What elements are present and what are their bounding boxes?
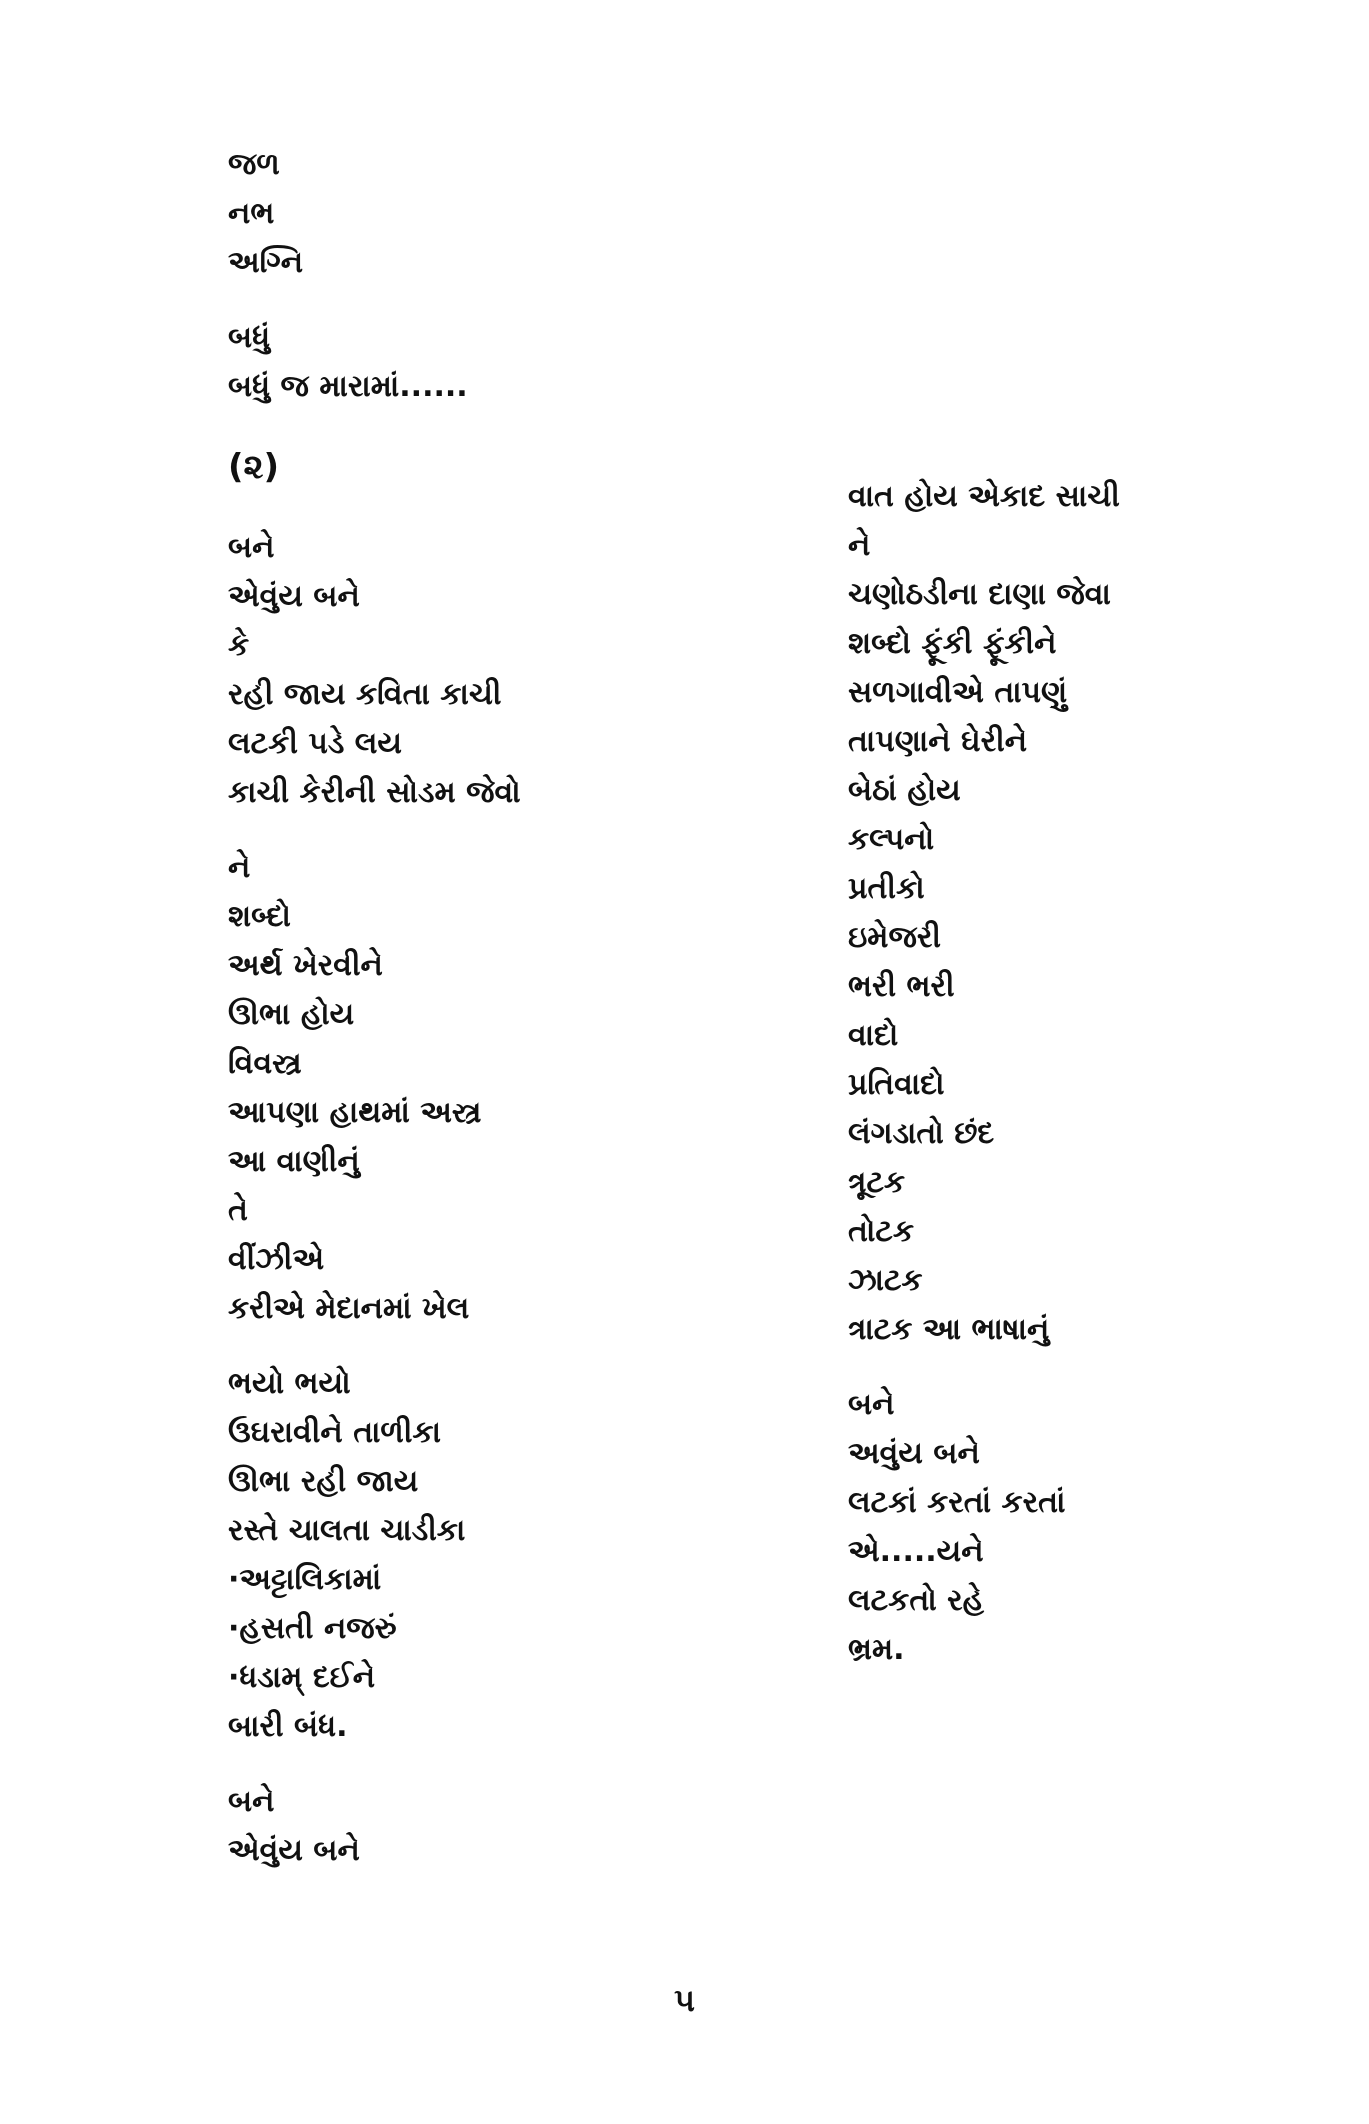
poem-line: ઊભા રહી જાય (228, 1464, 419, 1499)
poem-line: ·હસતી નજરું (228, 1611, 397, 1646)
poem-line: બધું જ મારામાં...... (228, 369, 468, 404)
stanza-true-story (848, 472, 1308, 1354)
poem-line: વાદો (848, 1018, 899, 1053)
poem-line: લટકતો રહે (848, 1583, 984, 1618)
poem-line: પ્રતીકો (848, 871, 925, 906)
poem-line: બને (228, 1784, 275, 1819)
poem-line: એ.....યને (848, 1534, 984, 1569)
poem-line: રસ્તે ચાલતા ચાડીકા (228, 1513, 466, 1548)
poem-line: ઉઘરાવીને તાળીકા (228, 1415, 441, 1450)
poem-line: વાત હોય એકાદ સાચી (848, 479, 1120, 514)
poem-line: ·અટ્ટાલિકામાં (228, 1562, 382, 1597)
poem-line: અર્થ ખેરવીને (228, 948, 383, 983)
poem-line: નભ (228, 196, 275, 231)
poem-line: લટકી પડે લય (228, 726, 402, 761)
poem-line: કે (228, 628, 250, 663)
poem-line: આ વાણીનું (228, 1144, 360, 1179)
poem-line: કરીએ મેદાનમાં ખેલ (228, 1291, 470, 1326)
poem-line: અવુંય બને (848, 1436, 980, 1471)
right-column (848, 472, 1308, 1700)
poem-line: લંગડાતો છંદ (848, 1116, 995, 1151)
poem-line: ઝાટક (848, 1263, 923, 1298)
poem-line: તોટક (848, 1214, 915, 1249)
stanza-it-happens (228, 523, 788, 817)
stanza-applause (228, 1359, 788, 1751)
poem-line: જળ (228, 147, 280, 182)
poem-line: શબ્દો ફૂંકી ફૂંકીને (848, 626, 1057, 661)
poem-line: ·ધડામ્ દઈને (228, 1660, 376, 1695)
page-number: ૫ (673, 1981, 696, 2019)
poem-line: તાપણાને ઘેરીને (848, 724, 1028, 759)
stanza-everything (228, 313, 788, 411)
poem-line: ઊભા હોય (228, 997, 355, 1032)
poem-line: ભરી ભરી (848, 969, 955, 1004)
poem-line: ત્રૂટક (848, 1165, 906, 1200)
poem-line: કાચી કેરીની સોડમ જેવો (228, 775, 521, 810)
poem-line: બને (848, 1387, 895, 1422)
poem-line: ભ્રમ. (848, 1632, 905, 1667)
left-column (228, 140, 788, 1901)
poem-line: ઇમેજરી (848, 920, 941, 955)
poem-line: તે (228, 1193, 248, 1228)
poem-line: ભયો ભયો (228, 1366, 351, 1401)
poem-line: એવુંય બને (228, 579, 360, 614)
stanza-words (228, 843, 788, 1333)
poem-line: ચણોઠડીના દાણા જેવા (848, 577, 1111, 612)
poem-line: શબ્દો (228, 899, 291, 934)
poem-line: ને (848, 528, 871, 563)
stanza-elements (228, 140, 788, 287)
poem-line: બધું (228, 320, 271, 355)
poem-line: ને (228, 850, 251, 885)
poem-line: અગ્નિ (228, 245, 304, 280)
poem-line: બેઠાં હોય (848, 773, 961, 808)
poem-line: વિવસ્ત્ર (228, 1046, 302, 1081)
stanza-illusion (848, 1380, 1308, 1674)
poem-line: સળગાવીએ તાપણું (848, 675, 1068, 710)
poem-line: કલ્પનો (848, 822, 935, 857)
poem-line: બને (228, 530, 275, 565)
poem-line: આપણા હાથમાં અસ્ત્ર (228, 1095, 482, 1130)
poem-line: એવુંય બને (228, 1833, 360, 1868)
poem-line: વીંઝીએ (228, 1242, 325, 1277)
poem-line: રહી જાય કવિતા કાચી (228, 677, 502, 712)
section-number: (૨) (228, 447, 280, 487)
poem-line: ત્રાટક આ ભાષાનું (848, 1312, 1050, 1347)
stanza-closing-left (228, 1777, 788, 1875)
poem-line: બારી બંધ. (228, 1709, 348, 1744)
poem-line: લટકાં કરતાં કરતાં (848, 1485, 1066, 1520)
poem-line: પ્રતિવાદો (848, 1067, 945, 1102)
